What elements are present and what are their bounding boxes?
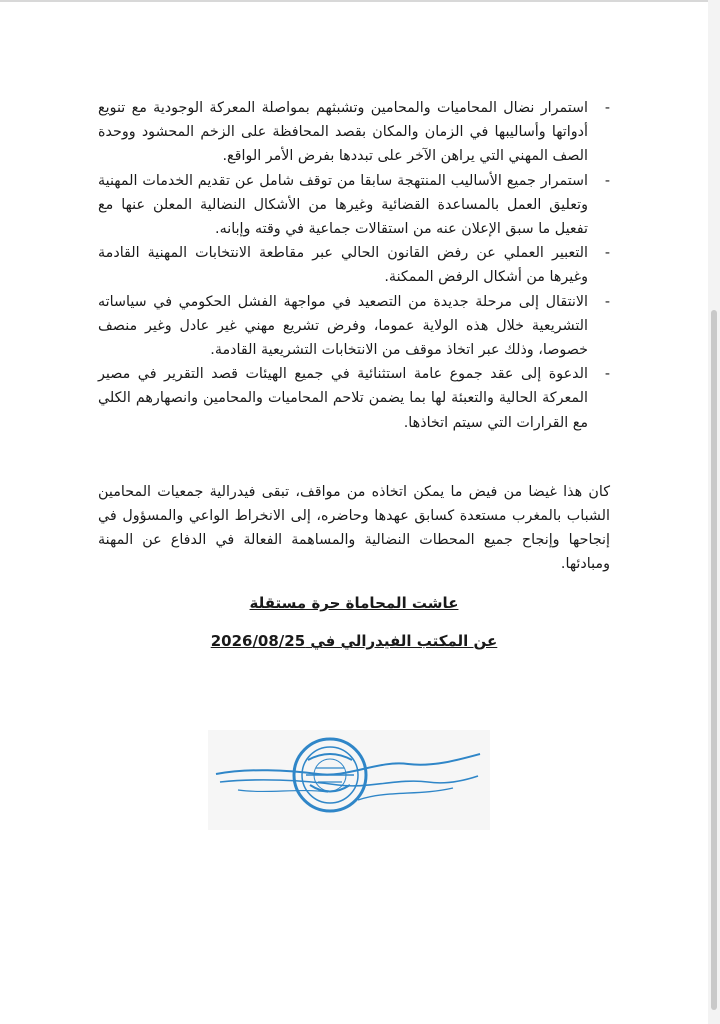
- bullet-text: الدعوة إلى عقد جموع عامة استثنائية في جميع الهيئات قصد التقرير في مصير المعركة الحالية والتعبئة لها بما يضمن تلاحم المحاميات والمحامين وانصهارهم الكلي مع القرارات التي سيتم اتخاذها.: [98, 366, 588, 431]
- bullet-text: استمرار جميع الأساليب المنتهجة سابقا من توقف شامل عن تقديم الخدمات المهنية وتعليق العمل بالمساعدة القضائية وغيرها من الأشكال النضالية المعلن عنها مع تفعيل ما سبق الإعلان عنه من استقالات جماعية في وقته وإبانه.: [98, 172, 588, 238]
- list-item: [98, 362, 610, 435]
- bullet-dash: -: [604, 245, 610, 262]
- bullet-text: التعبير العملي عن رفض القانون الحالي عبر مقاطعة الانتخابات المهنية القادمة وغيرها من أشكال الرفض الممكنة.: [98, 245, 588, 286]
- list-item: [98, 96, 610, 169]
- bullet-text: الانتقال إلى مرحلة جديدة من التصعيد في مواجهة الفشل الحكومي في سياساته التشريعية خلال هذه الولاية عموما، وفرض تشريع مهني غير عادل وغير منصف خصوصا، وذلك عبر اتخاذ موقف من الانتخابات التشريعية القادمة.: [98, 293, 588, 359]
- bullet-dash: -: [604, 172, 610, 189]
- stamp-seal-icon: [208, 730, 490, 830]
- signature-dateline: عن المكتب الفيدرالي في 2026/08/25: [210, 632, 498, 651]
- scrollbar-track[interactable]: [708, 0, 720, 1024]
- bullet-dash: -: [604, 100, 610, 116]
- signature-stamp: [208, 730, 490, 830]
- list-item: [98, 169, 610, 242]
- bullet-dash: -: [604, 366, 610, 383]
- scrollbar-thumb[interactable]: [711, 310, 717, 1010]
- list-item: [98, 241, 610, 289]
- top-border: [0, 0, 720, 2]
- bullet-dash: -: [604, 293, 610, 310]
- list-item: [98, 290, 610, 363]
- document-page: [98, 96, 610, 653]
- motto-heading: عاشت المحاماة حرة مستقلة: [249, 593, 459, 612]
- closing-paragraph: كان هذا غيضا من فيض ما يمكن اتخاذه من مواقف، تبقى فيدرالية جمعيات المحامين الشباب بالمغرب مستعدة كسابق عهدها وحاضره، إلى الانخراط الواعي والمسؤول في إنجاحها وإنجاح جميع المحطات النضالية والمساهمة الفعالة في الدفاع عن المهنة ومبادئها.: [98, 483, 610, 573]
- decisions-list: [98, 96, 610, 435]
- bullet-text: استمرار نضال المحاميات والمحامين وتشبثهم بمواصلة المعركة الوجودية مع تنويع أدواتها وأساليبها في الزمان والمكان بقصد المحافظة على الزخم المحشود ووحدة الصف المهني التي يراهن الآخر على تبددها بفرض الأمر الواقع.: [98, 100, 588, 165]
